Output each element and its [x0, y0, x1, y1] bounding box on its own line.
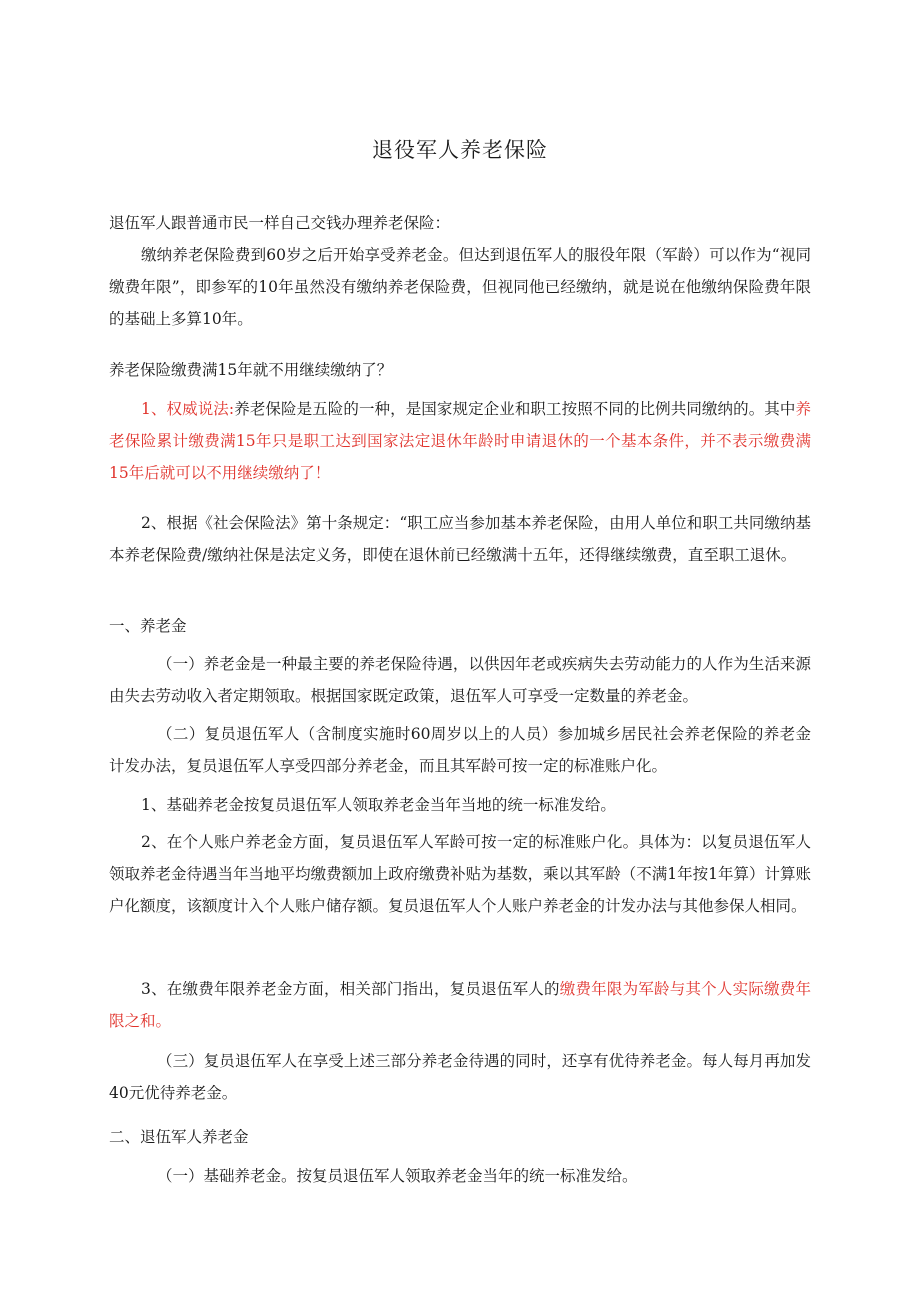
intro-paragraph: 退伍军人跟普通市民一样自己交钱办理养老保险：: [109, 214, 451, 232]
section-heading-veteran-pension: 二、退伍军人养老金: [109, 1128, 249, 1146]
authority-highlight: 养老保险累计缴费满15年只是职工达到国家法定退休年龄时申请退休的一个基本条件，并不表示缴费满15年后就可以不用继续缴纳了！: [109, 400, 811, 482]
contribution-years-text: 3、在缴费年限养老金方面，相关部门指出，复员退伍军人的: [141, 980, 560, 998]
paragraph-demobilized-pension: （二）复员退伍军人（含制度实施时60周岁以上的人员）参加城乡居民社会养老保险的养老金计发办法，复员退伍军人享受四部分养老金，而且其军龄可按一定的标准账户化。: [109, 725, 811, 775]
paragraph-preferential-pension: （三）复员退伍军人在享受上述三部分养老金待遇的同时，还享有优待养老金。每人每月再加发40元优待养老金。: [109, 1052, 811, 1102]
paragraph-basic-pension-standard: （一）基础养老金。按复员退伍军人领取养老金当年的统一标准发给。: [157, 1167, 638, 1185]
paragraph-authority: 1、权威说法:养老保险是五险的一种，是国家规定企业和职工按照不同的比例共同缴纳的。其中养老保险累计缴费满15年只是职工达到国家法定退休年龄时申请退休的一个基本条件，并不表示缴费满15年后就可以不用继续缴纳了！: [109, 400, 811, 482]
paragraph-personal-account: 2、在个人账户养老金方面，复员退伍军人军龄可按一定的标准账户化。具体为：以复员退伍军人领取养老金待遇当年当地平均缴费额加上政府缴费补贴为基数，乘以其军龄（不满1年按1年算）计算账户化额度，该额度计入个人账户储存额。复员退伍军人个人账户养老金的计发办法与其他参保人相同。: [109, 833, 811, 915]
page-title: 退役军人养老保险: [372, 138, 548, 162]
contribution-years-highlight: 缴费年限为军龄与其个人实际缴费年限之和。: [109, 980, 811, 1030]
question-heading: 养老保险缴费满15年就不用继续缴纳了？: [109, 361, 393, 379]
section-heading-pension: 一、养老金: [109, 617, 187, 635]
paragraph-pension-definition: （一）养老金是一种最主要的养老保险待遇，以供因年老或疾病失去劳动能力的人作为生活来源由失去劳动收入者定期领取。根据国家既定政策，退伍军人可享受一定数量的养老金。: [109, 655, 811, 705]
authority-text: 养老保险是五险的一种，是国家规定企业和职工按照不同的比例共同缴纳的。其中: [234, 400, 796, 418]
paragraph-basic-pension: 1、基础养老金按复员退伍军人领取养老金当年当地的统一标准发给。: [141, 796, 616, 814]
paragraph-contribution-age: 缴纳养老保险费到60岁之后开始享受养老金。但达到退伍军人的服役年限（军龄）可以作为“视同缴费年限”，即参军的10年虽然没有缴纳养老保险费，但视同他已经缴纳，就是说在他缴纳保险费年限的基础上多算10年。: [109, 246, 811, 328]
paragraph-contribution-years: [109, 973, 811, 1037]
paragraph-social-insurance-law: 2、根据《社会保险法》第十条规定：“职工应当参加基本养老保险，由用人单位和职工共同缴纳基本养老保险费/缴纳社保是法定义务，即使在退休前已经缴满十五年，还得继续缴费，直至职工退休。: [109, 514, 811, 564]
authority-label: 1、权威说法: [141, 400, 229, 418]
